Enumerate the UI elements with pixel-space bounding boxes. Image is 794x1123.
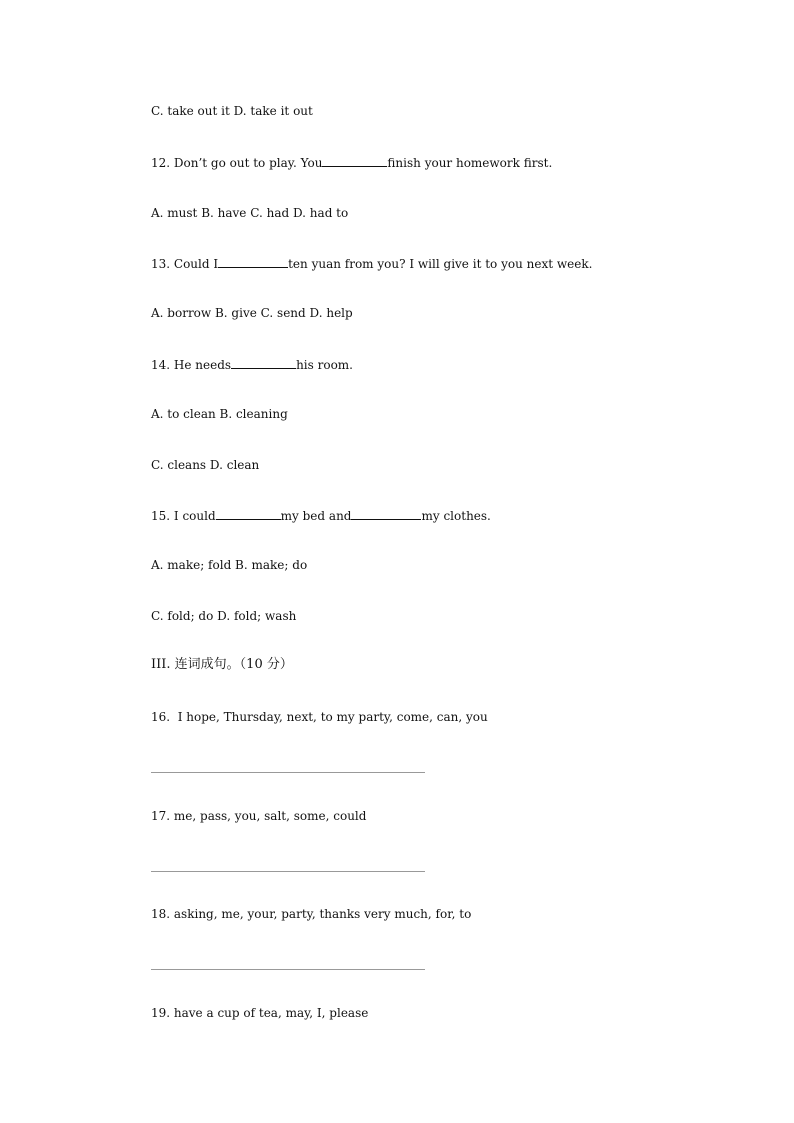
question-12 bbox=[151, 154, 552, 171]
q12-text-after: finish your homework first. bbox=[387, 156, 553, 170]
question-14 bbox=[151, 356, 353, 373]
question-15 bbox=[151, 507, 491, 524]
question-19: 19. have a cup of tea, may, I, please bbox=[151, 1006, 369, 1020]
question-18: 18. asking, me, your, party, thanks very much, for, to bbox=[151, 907, 472, 921]
q13-text-before: 13. Could I bbox=[151, 257, 219, 271]
q15-text-middle: my bed and bbox=[280, 509, 352, 523]
q18-answer-line bbox=[151, 969, 425, 970]
q14-text-after: his room. bbox=[296, 358, 353, 372]
q15-text-after: my clothes. bbox=[421, 509, 491, 523]
question-13 bbox=[151, 255, 592, 272]
q15-text-before: 15. I could bbox=[151, 509, 216, 523]
question-16: 16. I hope, Thursday, next, to my party, come, can, you bbox=[151, 710, 488, 724]
q17-answer-line bbox=[151, 871, 425, 872]
q14-blank bbox=[231, 356, 296, 369]
q14-text-before: 14. He needs bbox=[151, 358, 232, 372]
q15-blank-2 bbox=[351, 507, 421, 520]
q13-options: A. borrow B. give C. send D. help bbox=[151, 306, 353, 320]
q15-options-cd: C. fold; do D. fold; wash bbox=[151, 609, 297, 623]
q11-options-cd: C. take out it D. take it out bbox=[151, 104, 313, 118]
q13-text-after: ten yuan from you? I will give it to you next week. bbox=[288, 257, 593, 271]
q16-answer-line bbox=[151, 772, 425, 773]
q15-blank-1 bbox=[216, 507, 281, 520]
q14-options-cd: C. cleans D. clean bbox=[151, 458, 260, 472]
q13-blank bbox=[218, 255, 288, 268]
q12-blank bbox=[322, 154, 387, 167]
q15-options-ab: A. make; fold B. make; do bbox=[151, 558, 308, 572]
question-17: 17. me, pass, you, salt, some, could bbox=[151, 809, 367, 823]
q14-options-ab: A. to clean B. cleaning bbox=[151, 407, 288, 421]
section-3-heading: III. 连词成句。（10 分） bbox=[151, 657, 293, 672]
q12-text-before: 12. Don’t go out to play. You bbox=[151, 156, 323, 170]
q12-options: A. must B. have C. had D. had to bbox=[151, 206, 349, 220]
